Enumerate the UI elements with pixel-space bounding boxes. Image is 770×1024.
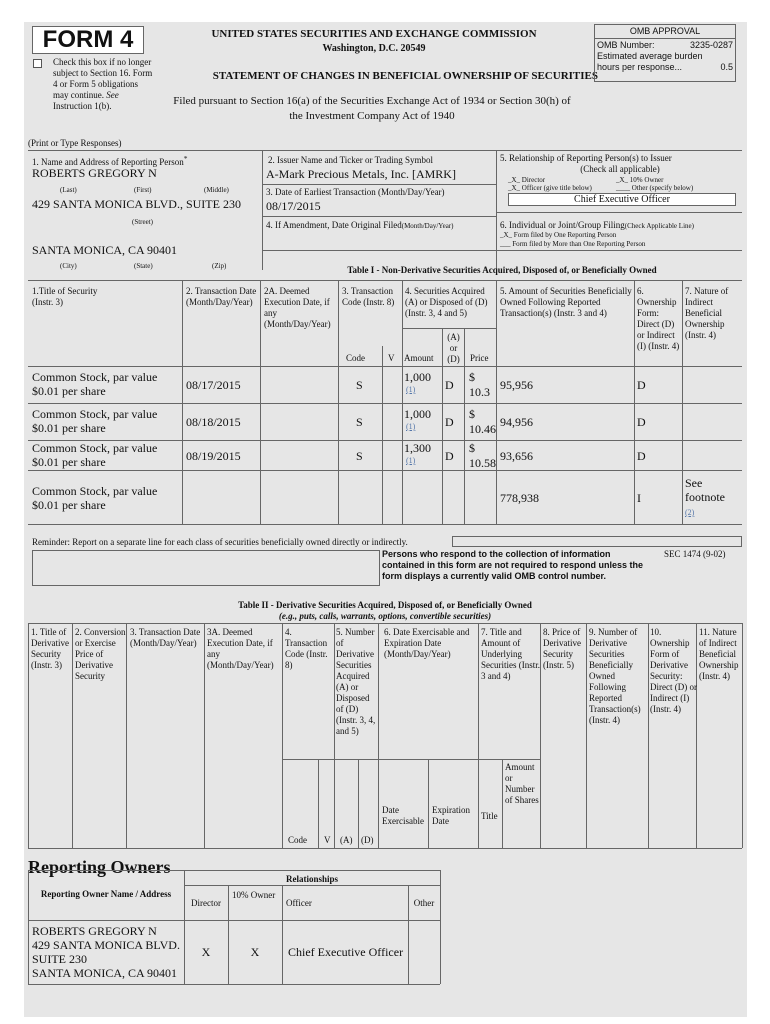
row-security-title: Common Stock, par value $0.01 per share <box>32 441 158 469</box>
reminder-box <box>452 536 742 547</box>
earliest-date: 08/17/2015 <box>266 199 321 213</box>
rel-ten-percent: _X_ 10% Owner <box>616 176 664 184</box>
officer-title-box: Chief Executive Officer <box>508 193 736 206</box>
t1-sub-aord: (A) or (D) <box>447 332 460 364</box>
row-code: S <box>356 415 363 429</box>
row-ownership-form: I <box>637 491 641 505</box>
issuer-name: A-Mark Precious Metals, Inc. [AMRK] <box>266 167 456 181</box>
owners-name-header: Reporting Owner Name / Address <box>40 889 172 899</box>
agency-city: Washington, D.C. 20549 <box>322 43 426 54</box>
row-nature-footnote-link[interactable]: (2) <box>685 508 695 517</box>
t2-h8: 8. Price of Derivative Security (Instr. 5) <box>543 627 581 670</box>
statement-title: STATEMENT OF CHANGES IN BENEFICIAL OWNERSHIP OF SECURITIES <box>212 70 598 82</box>
row-security-title: Common Stock, par value $0.01 per share <box>32 484 158 512</box>
city-address: SANTA MONICA, CA 90401 <box>32 243 178 257</box>
filed-pursuant-line2: the Investment Company Act of 1940 <box>289 110 455 122</box>
t2-sub-date-exercisable: Date Exercisable <box>382 805 424 826</box>
row-code: S <box>356 449 363 463</box>
name-label: 1. Name and Address of Reporting Person* <box>32 154 188 167</box>
row-code: S <box>356 378 363 392</box>
owners-officer-header: Officer <box>286 898 312 908</box>
reporting-person-name: ROBERTS GREGORY N <box>32 166 157 180</box>
street-label: (Street) <box>132 218 153 226</box>
row-nature: See footnote <box>685 476 725 504</box>
persons-left-box <box>32 550 380 586</box>
row-owned: 94,956 <box>500 415 533 429</box>
owner-address-line2: 429 SANTA MONICA BLVD. <box>32 938 180 952</box>
omb-title: OMB APPROVAL <box>595 25 735 39</box>
t1-sub-v: V <box>388 353 395 363</box>
form-page <box>24 22 747 1017</box>
t2-h3: 3. Transaction Date (Month/Day/Year) <box>130 627 201 648</box>
t1-h1: 1.Title of Security (Instr. 3) <box>32 286 98 307</box>
sec-form-number: SEC 1474 (9-02) <box>664 549 726 559</box>
row-security-title: Common Stock, par value $0.01 per share <box>32 407 158 435</box>
row-footnote-link[interactable]: (1) <box>406 422 416 431</box>
relationship-label: 5. Relationship of Reporting Person(s) to Issuer <box>500 153 672 163</box>
t1-h3: 3. Transaction Code (Instr. 8) <box>342 286 395 307</box>
rel-other: ____ Other (specify below) <box>616 184 694 192</box>
row-ownership-form: D <box>637 378 646 392</box>
t2-h2: 2. Conversion or Exercise Price of Derivative Security <box>75 627 126 681</box>
t2-h1: 1. Title of Derivative Security (Instr. 3) <box>31 627 69 670</box>
joint-more-persons: ___ Form filed by More than One Reporting Person <box>500 240 646 248</box>
form-title: FORM 4 <box>32 26 144 54</box>
row-date: 08/19/2015 <box>186 449 241 463</box>
earliest-date-label: 3. Date of Earliest Transaction (Month/Day/Year) <box>266 187 445 197</box>
t1-h5: 5. Amount of Securities Beneficially Owned Following Reported Transaction(s) (Instr. 3 and 4) <box>500 286 632 318</box>
owner-officer-title: Chief Executive Officer <box>288 945 404 959</box>
t2-h9: 9. Number of Derivative Securities Beneficially Owned Following Reported Transaction(s) (Instr. 4) <box>589 627 641 725</box>
row-amount: 1,000 <box>404 407 431 421</box>
owners-other-header: Other <box>413 898 435 908</box>
t2-h3a: 3A. Deemed Execution Date, if any (Month/Day/Year) <box>207 627 274 670</box>
row-amount: 1,300 <box>404 441 431 455</box>
t1-h6: 6. Ownership Form: Direct (D) or Indirect (I) (Instr. 4) <box>637 286 680 351</box>
amendment-label: 4. If Amendment, Date Original Filed(Month/Day/Year) <box>266 220 454 230</box>
rel-officer: _X_ Officer (give title below) <box>508 184 592 192</box>
t2-sub-a: (A) <box>340 835 353 845</box>
row-price-symbol: $ <box>469 441 475 455</box>
checkbox-instructions: Check this box if no longer subject to Section 16. Form 4 or Form 5 obligations may continue. See Instruction 1(b). <box>53 57 153 111</box>
state-label: (State) <box>134 262 153 270</box>
filed-pursuant-line1: Filed pursuant to Section 16(a) of the Securities Exchange Act of 1934 or Section 30(h) of <box>173 95 571 107</box>
t1-h4: 4. Securities Acquired (A) or Disposed of (D) (Instr. 3, 4 and 5) <box>405 286 488 318</box>
t2-sub-code: Code <box>288 835 307 845</box>
table2-subtitle: (e.g., puts, calls, warrants, options, convertible securities) <box>278 611 492 621</box>
omb-hours-row: hours per response... 0.5 <box>597 62 733 72</box>
t1-h2a: 2A. Deemed Execution Date, if any (Month/Day/Year) <box>264 286 331 329</box>
t1-h7: 7. Nature of Indirect Beneficial Ownership (Instr. 4) <box>685 286 729 340</box>
t2-h7: 7. Title and Amount of Underlying Securities (Instr. 3 and 4) <box>481 627 540 681</box>
row-date: 08/18/2015 <box>186 415 241 429</box>
omb-number-row: OMB Number: 3235-0287 <box>597 40 733 50</box>
print-type-note: (Print or Type Responses) <box>28 138 122 148</box>
t2-sub-expiration: Expiration Date <box>432 805 470 826</box>
zip-label: (Zip) <box>212 262 227 270</box>
omb-estimated: Estimated average burden <box>597 51 703 61</box>
owner-address-line4: SANTA MONICA, CA 90401 <box>32 966 178 980</box>
owners-relationships-header: Relationships <box>285 874 338 884</box>
reporting-owners-heading: Reporting Owners <box>28 857 171 877</box>
persons-notice: Persons who respond to the collection of information contained in this form are not required to respond unless the form displays a currently valid OMB control number. <box>382 549 644 581</box>
row-footnote-link[interactable]: (1) <box>406 385 416 394</box>
row-amount: 1,000 <box>404 370 431 384</box>
row-date: 08/17/2015 <box>186 378 241 392</box>
row-owned: 778,938 <box>500 491 539 505</box>
omb-approval-box <box>594 24 736 82</box>
t2-h4: 4. Transaction Code (Instr. 8) <box>285 627 328 670</box>
t2-sub-title: Title <box>481 811 498 821</box>
t2-sub-amount: Amount or Number of Shares <box>505 762 539 805</box>
table2-title: Table II - Derivative Securities Acquired, Disposed of, or Beneficially Owned <box>238 600 532 610</box>
table1-title: Table I - Non-Derivative Securities Acquired, Disposed of, or Beneficially Owned <box>347 265 657 275</box>
t1-sub-code: Code <box>346 353 365 363</box>
row-owned: 95,956 <box>500 378 533 392</box>
city-label: (City) <box>60 262 77 270</box>
middle-label: (Middle) <box>204 186 229 194</box>
joint-filing-label: 6. Individual or Joint/Group Filing(Check Applicable Line) <box>500 220 694 230</box>
row-owned: 93,656 <box>500 449 533 463</box>
row-ad: D <box>445 415 454 429</box>
row-footnote-link[interactable]: (1) <box>406 456 416 465</box>
row-ad: D <box>445 378 454 392</box>
owner-ten-percent-mark: X <box>250 945 260 959</box>
issuer-label: 2. Issuer Name and Ticker or Trading Symbol <box>268 155 433 165</box>
t2-h11: 11. Nature of Indirect Beneficial Ownership (Instr. 4) <box>699 627 739 681</box>
joint-one-person: _X_ Form filed by One Reporting Person <box>500 231 617 239</box>
rel-director: _X_ Director <box>508 176 546 184</box>
row-price: 10.58 <box>469 456 496 470</box>
owners-director-header: Director <box>191 898 221 908</box>
row-security-title: Common Stock, par value $0.01 per share <box>32 370 158 398</box>
row-price: 10.46 <box>469 422 496 436</box>
last-label: (Last) <box>60 186 77 194</box>
t1-sub-price: Price <box>470 353 489 363</box>
owner-director-mark: X <box>201 945 211 959</box>
owners-ten-header: 10% Owner <box>232 890 276 900</box>
row-price-symbol: $ <box>469 407 475 421</box>
row-price-symbol: $ <box>469 370 475 384</box>
t2-h10: 10. Ownership Form of Derivative Security: Direct (D) or Indirect (I) (Instr. 4) <box>650 627 697 714</box>
agency-name: UNITED STATES SECURITIES AND EXCHANGE COMMISSION <box>211 28 537 40</box>
street-address: 429 SANTA MONICA BLVD., SUITE 230 <box>32 197 241 211</box>
t2-sub-v: V <box>324 835 331 845</box>
row-ad: D <box>445 449 454 463</box>
reminder-text: Reminder: Report on a separate line for each class of securities beneficially owned directly or indirectly. <box>32 537 408 547</box>
t2-sub-d: (D) <box>361 835 374 845</box>
t1-h2: 2. Transaction Date (Month/Day/Year) <box>186 286 257 307</box>
no-longer-subject-checkbox[interactable] <box>33 59 42 68</box>
t1-sub-amount: Amount <box>404 353 434 363</box>
row-price: 10.3 <box>469 385 490 399</box>
first-label: (First) <box>134 186 152 194</box>
relationship-check-all: (Check all applicable) <box>580 164 660 174</box>
owner-address-line3: SUITE 230 <box>32 952 87 966</box>
owner-address-line1: ROBERTS GREGORY N <box>32 924 157 938</box>
row-ownership-form: D <box>637 449 646 463</box>
t2-h5: 5. Number of Derivative Securities Acquired (A) or Disposed of (D) (Instr. 3, 4, and 5) <box>336 627 376 736</box>
row-ownership-form: D <box>637 415 646 429</box>
t2-h6: 6. Date Exercisable and Expiration Date (Month/Day/Year) <box>384 627 470 659</box>
